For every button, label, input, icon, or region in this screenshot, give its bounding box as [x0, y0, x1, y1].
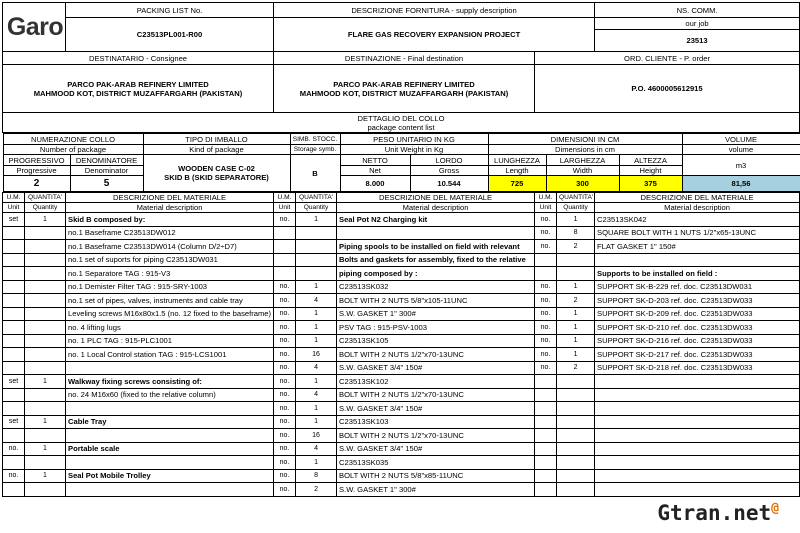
- qty-cell: 1: [296, 456, 337, 470]
- desc-cell: no.1 Baseframe C23513DW012: [66, 226, 274, 240]
- kind-value: [143, 155, 290, 192]
- um-cell: no.: [535, 280, 557, 294]
- um-cell: no.: [535, 334, 557, 348]
- desc-cell: [66, 361, 274, 375]
- vol-label: VOLUME: [682, 134, 800, 145]
- um-cell: no.: [274, 402, 296, 416]
- um-header-en: Unit: [274, 203, 296, 213]
- qty-header: QUANTITA': [25, 193, 66, 203]
- qty-cell: 1: [296, 213, 337, 227]
- desc-cell: [66, 402, 274, 416]
- um-cell: [3, 226, 25, 240]
- desc-cell: Piping spools to be installed on field with relevant: [337, 240, 535, 254]
- dim-label: DIMENSIONI IN CM: [488, 134, 682, 145]
- desc-cell: [595, 253, 800, 267]
- desc-cell: C23513SK032: [337, 280, 535, 294]
- material-header-row: [3, 193, 800, 203]
- kind-line2: SKID B (SKID SEPARATORE): [164, 173, 269, 182]
- brand-name: Garo: [6, 12, 64, 41]
- desc-cell: C23513SK042: [595, 213, 800, 227]
- desc-cell: [595, 469, 800, 483]
- qty-cell: 1: [296, 321, 337, 335]
- desc-cell: [595, 442, 800, 456]
- prog-label-en: Progressive: [3, 166, 70, 176]
- desc-cell: C23513SK105: [337, 334, 535, 348]
- um-cell: [274, 226, 296, 240]
- desc-cell: [66, 483, 274, 497]
- desc-cell: [337, 226, 535, 240]
- um-cell: no.: [274, 213, 296, 227]
- desc-cell: S.W. GASKET 3/4" 150#: [337, 442, 535, 456]
- um-cell: no.: [274, 388, 296, 402]
- denom-label-en: Denominator: [70, 166, 143, 176]
- qty-cell: 1: [25, 375, 66, 389]
- um-cell: set: [3, 213, 25, 227]
- qty-cell: [25, 267, 66, 281]
- um-cell: no.: [535, 348, 557, 362]
- um-cell: [3, 253, 25, 267]
- um-cell: [535, 483, 557, 497]
- table-row: [3, 267, 800, 281]
- gross-value: 10.544: [410, 176, 488, 192]
- um-cell: no.: [535, 226, 557, 240]
- desc-cell: SUPPORT SK-D-216 ref. doc. C23513DW033: [595, 334, 800, 348]
- table-row: [3, 483, 800, 497]
- project-name: FLARE GAS RECOVERY EXPANSION PROJECT: [274, 18, 595, 52]
- desc-cell: no. 24 M16x60 (fixed to the relative column): [66, 388, 274, 402]
- um-cell: [3, 402, 25, 416]
- job-no: 23513: [595, 30, 800, 52]
- table-row: [3, 442, 800, 456]
- um-cell: set: [3, 415, 25, 429]
- um-cell: no.: [535, 240, 557, 254]
- table-row: [3, 307, 800, 321]
- desc-cell: Supports to be installed on field :: [595, 267, 800, 281]
- desc-cell: Portable scale: [66, 442, 274, 456]
- um-cell: [535, 402, 557, 416]
- height-value: 375: [619, 176, 682, 192]
- qty-cell: [25, 226, 66, 240]
- qty-header: QUANTITA': [557, 193, 595, 203]
- um-header-en: Unit: [3, 203, 25, 213]
- qty-header-en: Quantity: [296, 203, 337, 213]
- desc-cell: S.W. GASKET 1" 300#: [337, 307, 535, 321]
- volume-value: 81,56: [682, 176, 800, 192]
- um-cell: [535, 267, 557, 281]
- qty-cell: [25, 456, 66, 470]
- qty-cell: 1: [296, 280, 337, 294]
- qty-cell: 2: [296, 483, 337, 497]
- weight-label-en: Unit Weight in Kg: [340, 145, 488, 155]
- qty-cell: 2: [557, 361, 595, 375]
- qty-cell: 1: [296, 307, 337, 321]
- desc-cell: piping composed by :: [337, 267, 535, 281]
- qty-cell: [296, 253, 337, 267]
- desc-cell: C23513SK102: [337, 375, 535, 389]
- detail-header: [3, 113, 800, 133]
- wid-label: LARGHEZZA: [546, 155, 619, 166]
- kind-label: TIPO DI IMBALLO: [143, 134, 290, 145]
- table-row: [3, 388, 800, 402]
- qty-cell: [296, 226, 337, 240]
- qty-cell: 1: [296, 415, 337, 429]
- um-cell: [535, 429, 557, 443]
- qty-header: QUANTITA': [296, 193, 337, 203]
- um-cell: [535, 469, 557, 483]
- po-number: P.O. 4600005612915: [535, 65, 800, 113]
- table-row: [3, 240, 800, 254]
- desc-cell: SUPPORT SK-B-229 ref. doc. C23513DW031: [595, 280, 800, 294]
- um-cell: [274, 253, 296, 267]
- um-header-en: Unit: [535, 203, 557, 213]
- um-cell: no.: [274, 307, 296, 321]
- consignee-line2: MAHMOOD KOT, DISTRICT MUZAFFARGARH (PAKISTAN): [33, 88, 243, 98]
- desc-cell: BOLT WITH 2 NUTS 5/8"x105-11UNC: [337, 294, 535, 308]
- um-cell: no.: [274, 469, 296, 483]
- qty-cell: [557, 415, 595, 429]
- um-cell: no.: [535, 213, 557, 227]
- desc-cell: [595, 483, 800, 497]
- um-header: U.M.: [3, 193, 25, 203]
- qty-cell: 4: [296, 388, 337, 402]
- qty-cell: [25, 361, 66, 375]
- um-cell: [3, 294, 25, 308]
- um-cell: no.: [274, 375, 296, 389]
- desc-header-en: Material description: [595, 203, 800, 213]
- qty-cell: 1: [296, 334, 337, 348]
- final-dest-label: DESTINAZIONE - Final destination: [274, 52, 535, 65]
- vol-unit: m3: [682, 155, 800, 176]
- desc-cell: BOLT WITH 2 NUTS 5/8"x85-11UNC: [337, 469, 535, 483]
- qty-cell: [25, 307, 66, 321]
- qty-cell: 2: [557, 294, 595, 308]
- table-row: [3, 213, 800, 227]
- consignee-line1: PARCO PAK-ARAB REFINERY LIMITED: [67, 79, 209, 89]
- um-cell: no.: [535, 361, 557, 375]
- qty-header-en: Quantity: [25, 203, 66, 213]
- qty-cell: 4: [296, 442, 337, 456]
- table-row: [3, 321, 800, 335]
- desc-cell: Seal Pot N2 Charging kit: [337, 213, 535, 227]
- qty-cell: [557, 388, 595, 402]
- our-job-label: our job: [595, 18, 800, 30]
- desc-cell: no.1 Baseframe C23513DW014 (Column D/2÷D7): [66, 240, 274, 254]
- qty-cell: [25, 429, 66, 443]
- qty-cell: [557, 483, 595, 497]
- um-cell: no.: [274, 348, 296, 362]
- hei-label: ALTEZZA: [619, 155, 682, 166]
- um-cell: set: [3, 375, 25, 389]
- desc-cell: SUPPORT SK-D-218 ref. doc. C23513DW033: [595, 361, 800, 375]
- table-row: [3, 334, 800, 348]
- desc-cell: S.W. GASKET 3/4" 150#: [337, 402, 535, 416]
- qty-cell: 4: [296, 361, 337, 375]
- um-cell: [535, 415, 557, 429]
- table-row: [3, 226, 800, 240]
- qty-cell: 1: [25, 213, 66, 227]
- qty-cell: [25, 253, 66, 267]
- gross-label-en: Gross: [410, 166, 488, 176]
- table-row: [3, 280, 800, 294]
- table-row: [3, 294, 800, 308]
- desc-cell: [595, 456, 800, 470]
- qty-cell: [557, 402, 595, 416]
- final-dest-address: [274, 65, 535, 113]
- qty-cell: 1: [557, 307, 595, 321]
- qty-cell: [296, 267, 337, 281]
- table-row: [3, 361, 800, 375]
- um-cell: [535, 442, 557, 456]
- um-cell: [274, 267, 296, 281]
- width-value: 300: [546, 176, 619, 192]
- table-row: [3, 469, 800, 483]
- table-row: [3, 429, 800, 443]
- dest-line2: MAHMOOD KOT, DISTRICT MUZAFFARGARH (PAKISTAN): [299, 88, 509, 98]
- table-row: [3, 402, 800, 416]
- desc-header-en: Material description: [337, 203, 535, 213]
- desc-cell: [595, 429, 800, 443]
- um-cell: no.: [274, 294, 296, 308]
- qty-cell: 1: [557, 334, 595, 348]
- um-cell: no.: [274, 429, 296, 443]
- desc-cell: no. 1 PLC TAG : 915-PLC1001: [66, 334, 274, 348]
- um-cell: [3, 240, 25, 254]
- comm-label: NS. COMM.: [595, 3, 800, 18]
- qty-cell: [557, 253, 595, 267]
- desc-header-en: Material description: [66, 203, 274, 213]
- consignee-address: [3, 65, 274, 113]
- desc-cell: no.1 Separatore TAG : 915-V3: [66, 267, 274, 281]
- logo-cell: [3, 3, 66, 52]
- qty-cell: 1: [296, 375, 337, 389]
- qty-cell: [557, 429, 595, 443]
- desc-cell: C23513SK103: [337, 415, 535, 429]
- desc-cell: no. 4 lifting lugs: [66, 321, 274, 335]
- qty-cell: [25, 280, 66, 294]
- qty-cell: [296, 240, 337, 254]
- watermark-at-icon: @: [771, 501, 779, 516]
- length-value: 725: [488, 176, 546, 192]
- qty-cell: 8: [557, 226, 595, 240]
- detail-label: DETTAGLIO DEL COLLO: [357, 113, 445, 123]
- qty-header-en: Quantity: [557, 203, 595, 213]
- um-cell: no.: [3, 469, 25, 483]
- desc-cell: Cable Tray: [66, 415, 274, 429]
- desc-cell: Walkway fixing screws consisting of:: [66, 375, 274, 389]
- qty-cell: 1: [296, 402, 337, 416]
- supply-desc-label: DESCRIZIONE FORNITURA - supply description: [274, 3, 595, 18]
- weight-label: PESO UNITARIO IN KG: [340, 134, 488, 145]
- desc-cell: S.W. GASKET 3/4" 150#: [337, 361, 535, 375]
- desc-cell: no. 1 Local Control station TAG : 915-LCS1001: [66, 348, 274, 362]
- len-label-en: Length: [488, 166, 546, 176]
- desc-cell: no.1 Demister Filter TAG : 915-SRY-1003: [66, 280, 274, 294]
- qty-cell: [557, 456, 595, 470]
- um-cell: [274, 240, 296, 254]
- packing-list-label: PACKING LIST No.: [66, 3, 274, 18]
- desc-header: DESCRIZIONE DEL MATERIALE: [66, 193, 274, 203]
- net-label: NETTO: [340, 155, 410, 166]
- desc-cell: SUPPORT SK-D-203 ref. doc. C23513DW033: [595, 294, 800, 308]
- desc-cell: Seal Pot Mobile Trolley: [66, 469, 274, 483]
- um-cell: [3, 267, 25, 281]
- qty-cell: [557, 442, 595, 456]
- hei-label-en: Height: [619, 166, 682, 176]
- desc-cell: [66, 429, 274, 443]
- qty-cell: 8: [296, 469, 337, 483]
- desc-cell: [595, 402, 800, 416]
- desc-header: DESCRIZIONE DEL MATERIALE: [337, 193, 535, 203]
- um-cell: no.: [3, 442, 25, 456]
- qty-cell: [25, 348, 66, 362]
- um-cell: [3, 334, 25, 348]
- dest-line1: PARCO PAK-ARAB REFINERY LIMITED: [333, 79, 475, 89]
- um-cell: no.: [274, 361, 296, 375]
- qty-cell: 1: [557, 280, 595, 294]
- qty-cell: 16: [296, 429, 337, 443]
- qty-cell: 1: [25, 415, 66, 429]
- desc-cell: SUPPORT SK-D-217 ref. doc. C23513DW033: [595, 348, 800, 362]
- um-header: U.M.: [535, 193, 557, 203]
- um-cell: [535, 456, 557, 470]
- um-cell: no.: [274, 415, 296, 429]
- watermark-text: Gtran.net: [657, 501, 772, 525]
- table-row: [3, 456, 800, 470]
- um-cell: [3, 456, 25, 470]
- storage-label-en: Storage symb.: [290, 145, 340, 155]
- packing-list-table: [2, 2, 800, 497]
- packing-list-no: C23513PL001-R00: [66, 18, 274, 52]
- material-rows: [3, 213, 800, 497]
- desc-cell: [595, 375, 800, 389]
- table-row: [3, 348, 800, 362]
- um-cell: no.: [274, 334, 296, 348]
- table-row: [3, 375, 800, 389]
- qty-cell: 1: [557, 213, 595, 227]
- um-cell: [535, 375, 557, 389]
- qty-cell: [557, 375, 595, 389]
- vol-label-en: volume: [682, 145, 800, 155]
- um-cell: [3, 483, 25, 497]
- desc-cell: BOLT WITH 2 NUTS 1/2"x70-13UNC: [337, 388, 535, 402]
- desc-cell: SQUARE BOLT WITH 1 NUTS 1/2"x65-13UNC: [595, 226, 800, 240]
- package-info-table: [3, 133, 800, 192]
- net-value: 8.000: [340, 176, 410, 192]
- um-cell: [3, 307, 25, 321]
- desc-cell: Bolts and gaskets for assembly, fixed to the relative: [337, 253, 535, 267]
- qty-cell: [25, 240, 66, 254]
- table-row: [3, 415, 800, 429]
- storage-label: SIMB. STOCC.: [290, 134, 340, 145]
- net-label-en: Net: [340, 166, 410, 176]
- um-cell: [3, 429, 25, 443]
- desc-cell: no.1 set of suports for piping C23513DW031: [66, 253, 274, 267]
- desc-header: DESCRIZIONE DEL MATERIALE: [595, 193, 800, 203]
- qty-cell: 16: [296, 348, 337, 362]
- qty-cell: 1: [25, 469, 66, 483]
- dim-label-en: Dimensions in cm: [488, 145, 682, 155]
- content-list-label: package content list: [367, 122, 435, 132]
- desc-cell: PSV TAG : 915-PSV-1003: [337, 321, 535, 335]
- desc-cell: BOLT WITH 2 NUTS 1/2"x70-13UNC: [337, 429, 535, 443]
- um-header: U.M.: [274, 193, 296, 203]
- denominator-value: 5: [70, 176, 143, 192]
- denom-label: DENOMINATORE: [70, 155, 143, 166]
- qty-cell: [25, 402, 66, 416]
- progressive-value: 2: [3, 176, 70, 192]
- desc-cell: [66, 456, 274, 470]
- qty-cell: 2: [557, 240, 595, 254]
- qty-cell: [25, 388, 66, 402]
- desc-cell: C23513SK035: [337, 456, 535, 470]
- desc-cell: Leveling screws M16x80x1.5 (no. 12 fixed to the baseframe): [66, 307, 274, 321]
- um-cell: no.: [274, 456, 296, 470]
- um-cell: [3, 361, 25, 375]
- qty-cell: 1: [557, 348, 595, 362]
- desc-cell: S.W. GASKET 1" 300#: [337, 483, 535, 497]
- desc-cell: no.1 set of pipes, valves, instruments and cable tray: [66, 294, 274, 308]
- desc-cell: FLAT GASKET 1" 150#: [595, 240, 800, 254]
- qty-cell: [25, 321, 66, 335]
- desc-cell: BOLT WITH 2 NUTS 1/2"x70-13UNC: [337, 348, 535, 362]
- gross-label: LORDO: [410, 155, 488, 166]
- qty-cell: [25, 334, 66, 348]
- wid-label-en: Width: [546, 166, 619, 176]
- um-cell: [3, 348, 25, 362]
- storage-value: B: [290, 155, 340, 192]
- desc-cell: SUPPORT SK-D-209 ref. doc. C23513DW033: [595, 307, 800, 321]
- um-cell: no.: [274, 321, 296, 335]
- watermark: [654, 501, 782, 525]
- qty-cell: 1: [25, 442, 66, 456]
- um-cell: [3, 280, 25, 294]
- um-cell: [535, 253, 557, 267]
- qty-cell: 4: [296, 294, 337, 308]
- qty-cell: 1: [557, 321, 595, 335]
- prog-label: PROGRESSIVO: [3, 155, 70, 166]
- um-cell: [535, 388, 557, 402]
- um-cell: no.: [535, 321, 557, 335]
- qty-cell: [25, 294, 66, 308]
- qty-cell: [25, 483, 66, 497]
- um-cell: no.: [274, 442, 296, 456]
- order-label: ORD. CLIENTE - P. order: [535, 52, 800, 65]
- kind-line1: WOODEN CASE C-02: [178, 164, 255, 173]
- desc-cell: SUPPORT SK-D-210 ref. doc. C23513DW033: [595, 321, 800, 335]
- um-cell: no.: [535, 307, 557, 321]
- kind-label-en: Kind of package: [143, 145, 290, 155]
- desc-cell: [595, 388, 800, 402]
- um-cell: no.: [274, 483, 296, 497]
- desc-cell: [595, 415, 800, 429]
- um-cell: no.: [274, 280, 296, 294]
- table-row: [3, 253, 800, 267]
- desc-cell: Skid B composed by:: [66, 213, 274, 227]
- consignee-label: DESTINATARIO - Consignee: [3, 52, 274, 65]
- material-header-row-en: [3, 203, 800, 213]
- um-cell: [3, 321, 25, 335]
- um-cell: no.: [535, 294, 557, 308]
- qty-cell: [557, 267, 595, 281]
- len-label: LUNGHEZZA: [488, 155, 546, 166]
- num-label: NUMERAZIONE COLLO: [3, 134, 143, 145]
- num-label-en: Number of package: [3, 145, 143, 155]
- um-cell: [3, 388, 25, 402]
- qty-cell: [557, 469, 595, 483]
